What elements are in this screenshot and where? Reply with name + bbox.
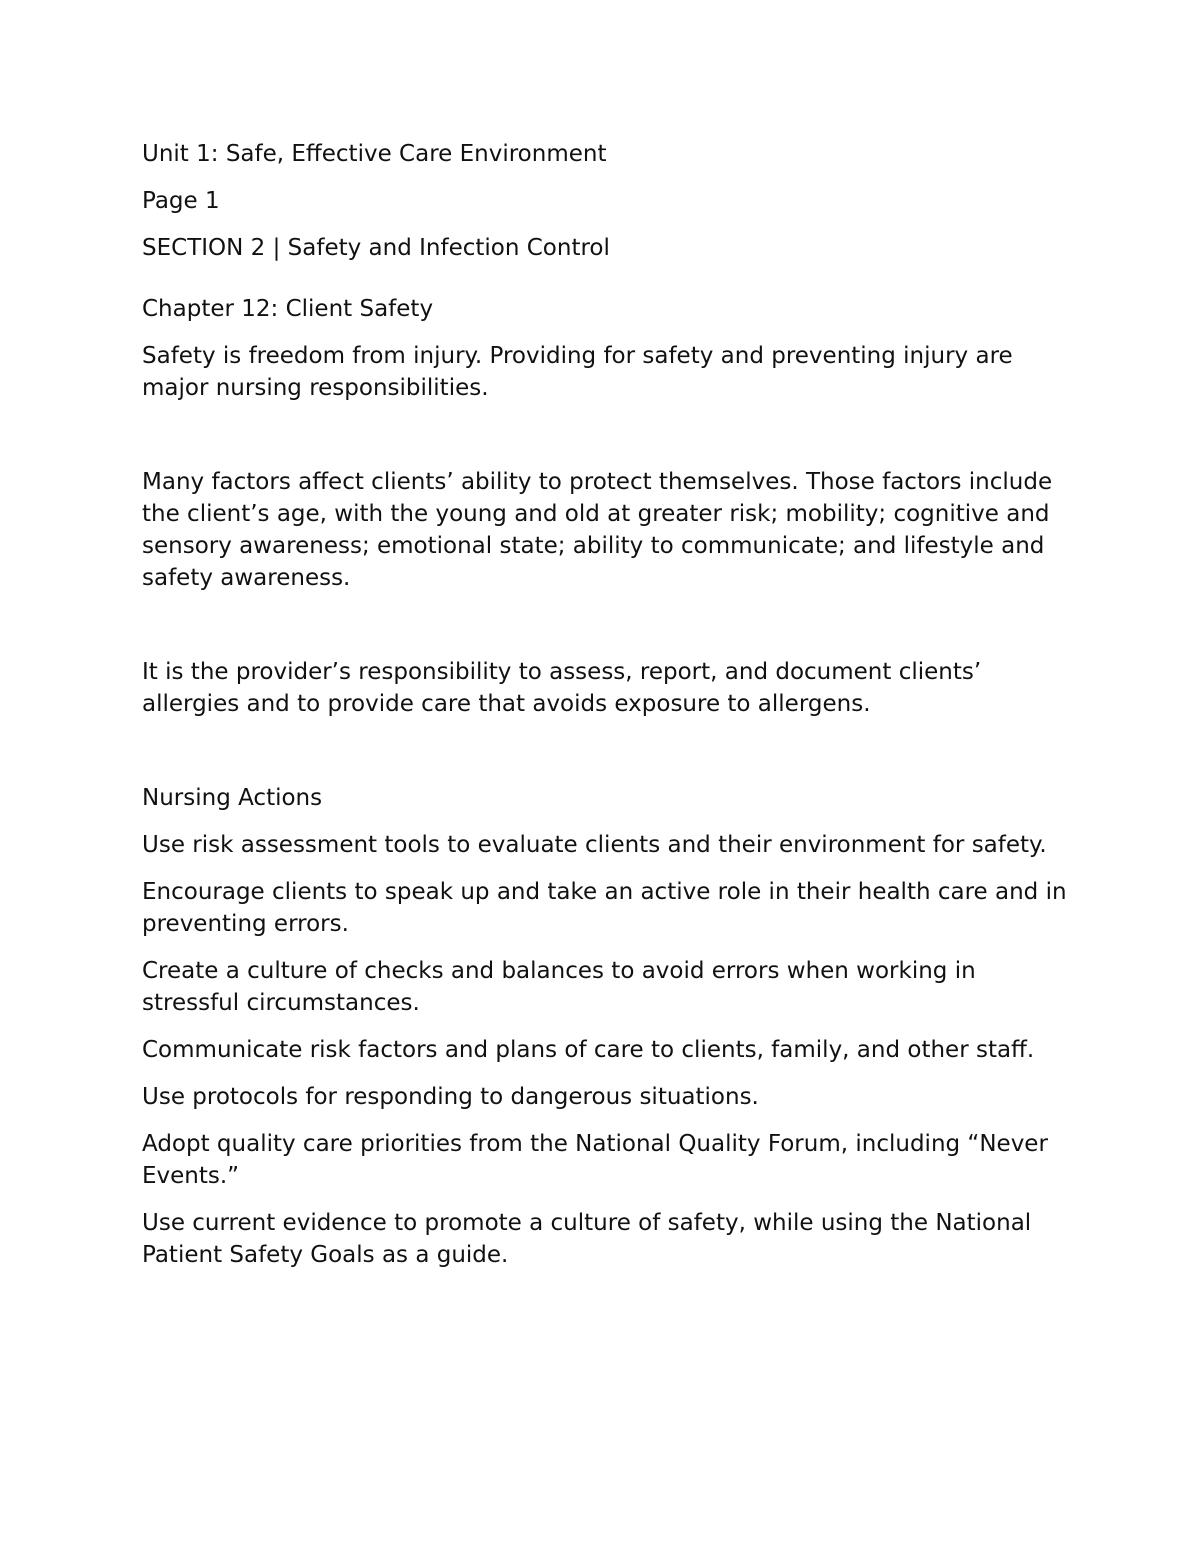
nursing-action-item: Use current evidence to promote a culture of safety, while using the National Patient Safety Goals as a guide. bbox=[142, 1210, 1032, 1268]
paragraph-risk-factors: Many factors affect clients’ ability to protect themselves. Those factors include the client’s age, with the young and old at greater risk; mobility; cognitive and sensory awareness; emotional state; ability to communicate; and lifestyle and safety awareness. bbox=[142, 469, 1053, 591]
nursing-actions-heading: Nursing Actions bbox=[142, 785, 323, 811]
document-body bbox=[142, 138, 1072, 1286]
paragraph-allergies: It is the provider’s responsibility to assess, report, and document clients’ allergies and to provide care that avoids exposure to allergens. bbox=[142, 659, 982, 717]
nursing-action-item: Use protocols for responding to dangerous situations. bbox=[142, 1084, 759, 1110]
section-title: SECTION 2 | Safety and Infection Control bbox=[142, 235, 610, 261]
nursing-action-item: Encourage clients to speak up and take an active role in their health care and in preventing errors. bbox=[142, 879, 1067, 937]
unit-title: Unit 1: Safe, Effective Care Environment bbox=[142, 141, 607, 167]
paragraph-safety-definition: Safety is freedom from injury. Providing for safety and preventing injury are major nursing responsibilities. bbox=[142, 343, 1013, 401]
nursing-action-item: Adopt quality care priorities from the National Quality Forum, including “Never Events.” bbox=[142, 1131, 1048, 1189]
page-label: Page 1 bbox=[142, 188, 220, 214]
nursing-action-item: Communicate risk factors and plans of care to clients, family, and other staff. bbox=[142, 1037, 1035, 1063]
nursing-action-item: Use risk assessment tools to evaluate clients and their environment for safety. bbox=[142, 832, 1047, 858]
chapter-title: Chapter 12: Client Safety bbox=[142, 296, 434, 322]
nursing-action-item: Create a culture of checks and balances to avoid errors when working in stressful circumstances. bbox=[142, 958, 976, 1016]
